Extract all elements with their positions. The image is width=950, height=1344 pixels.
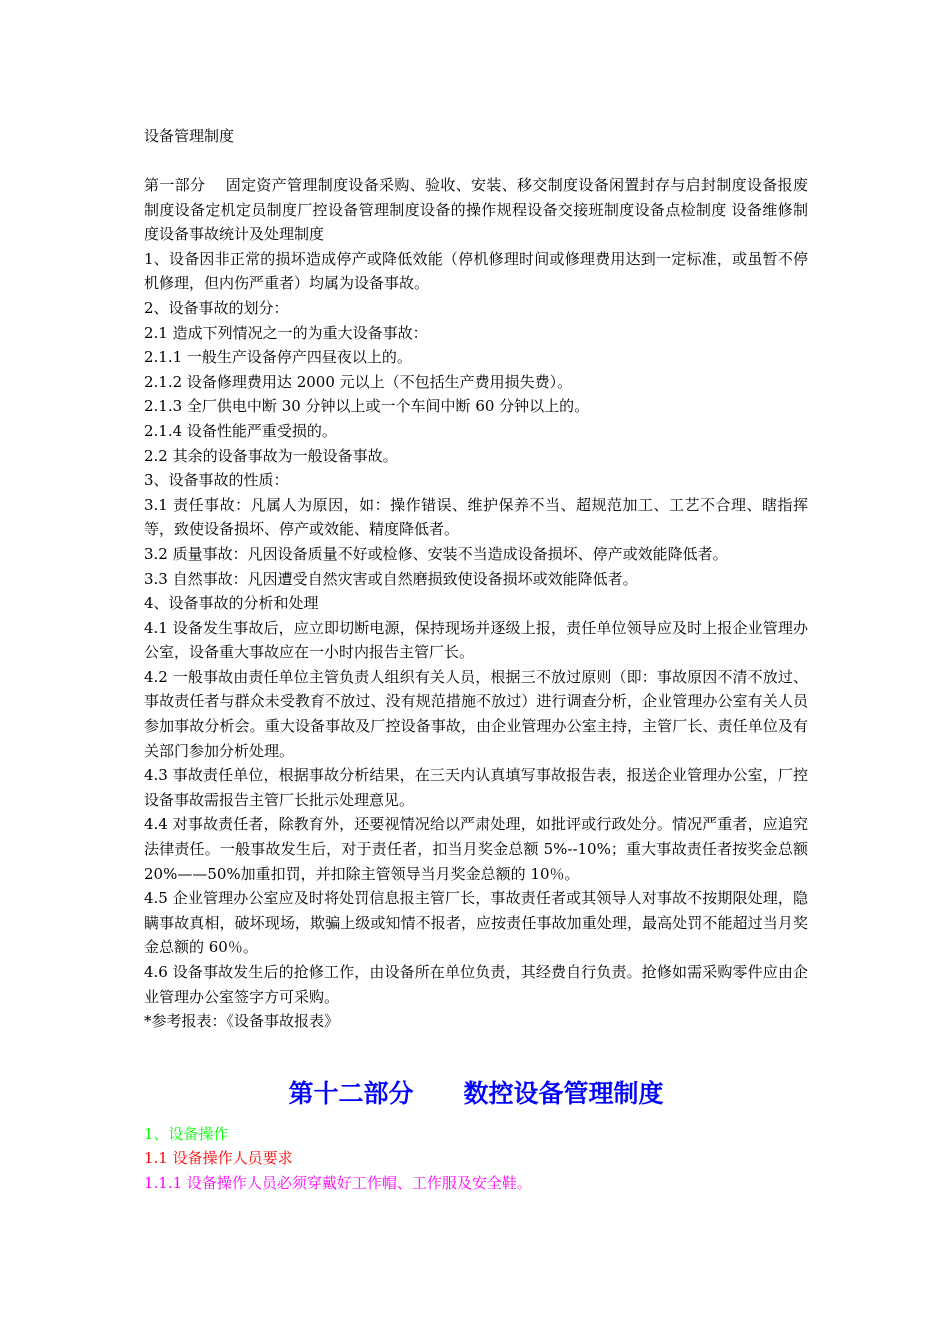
paragraph-4-4: 4.4 对事故责任者，除教育外，还要视情况给以严肃处理，如批评或行政处分。情况严重者，应追究法律责任。一般事故发生后，对于责任者，扣当月奖金总额 5%--10%；重大事故责任者按奖金总额 20%——50%加重扣罚，并扣除主管领导当月奖金总额的 10％。 [144,815,808,883]
section-heading: 第十二部分 数控设备管理制度 [288,1078,664,1108]
paragraph-4-5: 4.5 企业管理办公室应及时将处罚信息报主管厂长，事故责任者或其领导人对事故不按期限处理，隐瞒事故真相，破坏现场，欺骗上级或知情不报者，应按责任事故加重处理，最高处罚不能超过当月奖金总额的 60％。 [144,889,808,957]
section-item-level-1: 1、设备操作 [144,1124,229,1143]
paragraph-2-1-4: 2.1.4 设备性能严重受损的。 [144,421,337,440]
paragraph-4-2: 4.2 一般事故由责任单位主管负责人组织有关人员，根据三不放过原则（即：事故原因不清不放过、事故责任者与群众未受教育不放过、没有规范措施不放过）进行调查分析，企业管理办公室有关人员参加事故分析会。重大设备事故及厂控设备事故，由企业管理办公室主持，主管厂长、责任单位及有关部门参加分析处理。 [144,667,808,760]
paragraph-2-1-2: 2.1.2 设备修理费用达 2000 元以上（不包括生产费用损失费）。 [144,372,573,391]
document-title: 设备管理制度 [144,127,235,145]
paragraph-1: 1、设备因非正常的损坏造成停产或降低效能（停机修理时间或修理费用达到一定标准，或虽暂不停机修理，但内伤严重者）均属为设备事故。 [144,249,808,293]
paragraph-4-3: 4.3 事故责任单位，根据事故分析结果，在三天内认真填写事故报告表，报送企业管理办公室，厂控设备事故需报告主管厂长批示处理意见。 [144,766,808,809]
paragraph-part-one-intro: 第一部分 固定资产管理制度设备采购、验收、安装、移交制度设备闲置封存与启封制度设备报废制度设备定机定员制度厂控设备管理制度设备的操作规程设备交接班制度设备点检制度 设备维修制度设备事故统计及处理制度 [144,176,808,244]
spacer [144,148,808,173]
paragraph-2-1-3: 2.1.3 全厂供电中断 30 分钟以上或一个车间中断 60 分钟以上的。 [144,397,590,416]
section-item-level-2: 1.1 设备操作人员要求 [144,1149,293,1168]
paragraph-3-3: 3.3 自然事故：凡因遭受自然灾害或自然磨损致使设备损坏或效能降低者。 [144,569,638,588]
paragraph-3-1: 3.1 责任事故：凡属人为原因，如：操作错误、维护保养不当、超规范加工、工艺不合理、瞎指挥等，致使设备损坏、停产或效能、精度降低者。 [144,495,808,539]
paragraph-4-1: 4.1 设备发生事故后，应立即切断电源，保持现场并逐级上报，责任单位领导应及时上报企业管理办公室，设备重大事故应在一小时内报告主管厂长。 [144,618,808,662]
paragraph-2: 2、设备事故的划分： [144,298,289,317]
body-text [144,173,808,1034]
paragraph-4: 4、设备事故的分析和处理 [144,594,319,613]
document-page [144,124,808,1196]
paragraph-4-6: 4.6 设备事故发生后的抢修工作，由设备所在单位负责，其经费自行负责。抢修如需采购零件应由企业管理办公室签字方可采购。 [144,963,808,1006]
paragraph-3: 3、设备事故的性质： [144,471,289,490]
paragraph-2-1: 2.1 造成下列情况之一的为重大设备事故： [144,323,428,342]
section-item-level-3: 1.1.1 设备操作人员必须穿戴好工作帽、工作服及安全鞋。 [144,1173,532,1192]
reference-form-note: *参考报表：《设备事故报表》 [144,1012,340,1031]
paragraph-2-2: 2.2 其余的设备事故为一般设备事故。 [144,446,398,465]
paragraph-3-2: 3.2 质量事故：凡因设备质量不好或检修、安装不当造成设备损坏、停产或效能降低者。 [144,544,728,563]
section-body [144,1122,808,1196]
paragraph-2-1-1: 2.1.1 一般生产设备停产四昼夜以上的。 [144,348,412,367]
